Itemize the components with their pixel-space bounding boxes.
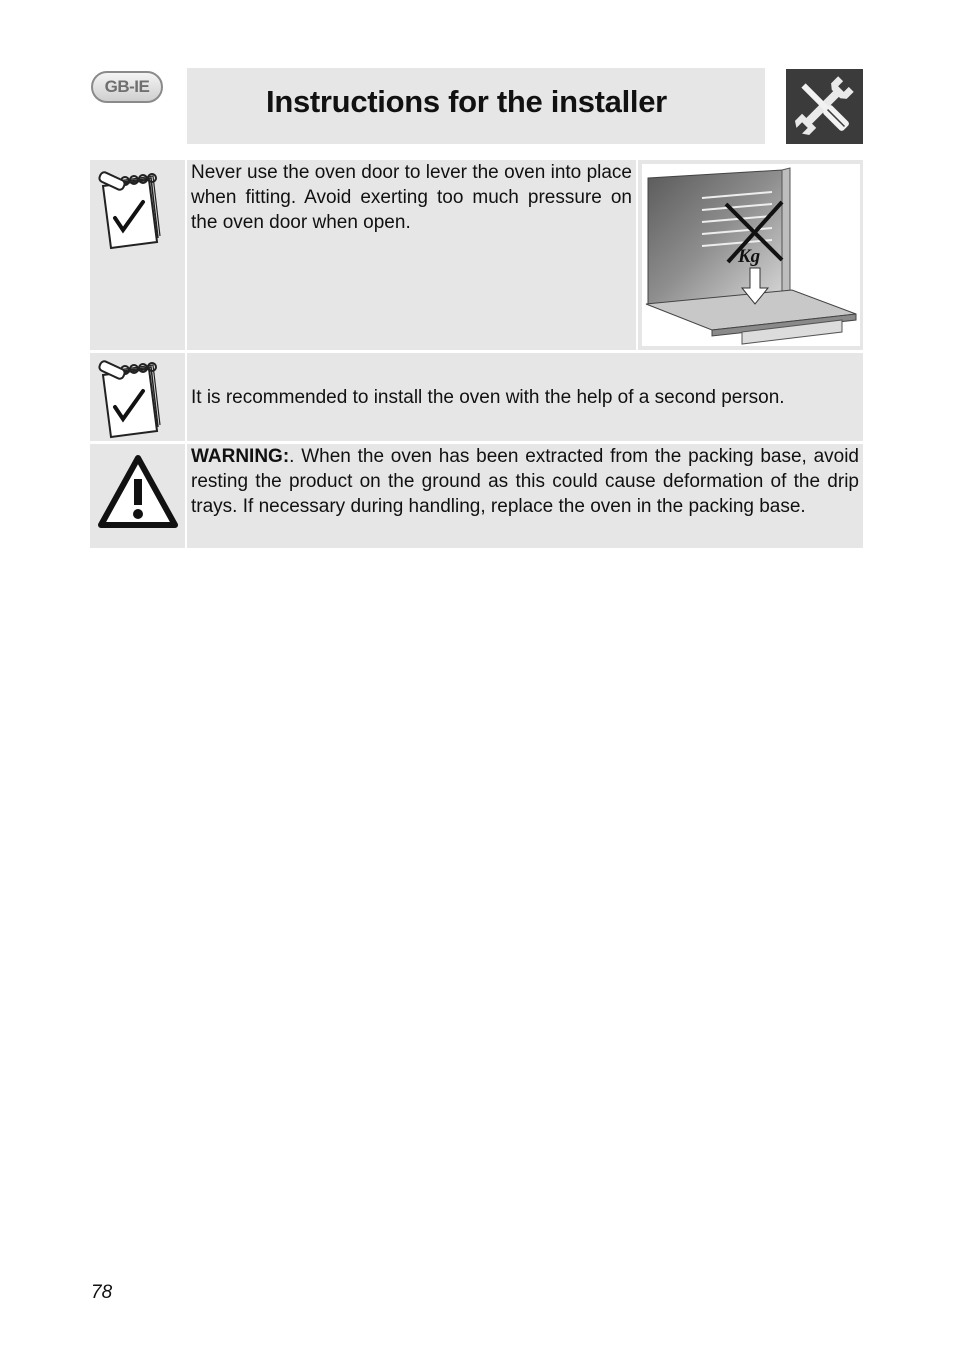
section-1-text-cell	[187, 160, 636, 350]
oven-door-image-cell	[638, 160, 863, 350]
page-title: Instructions for the installer	[266, 84, 667, 119]
section-3-text-cell	[187, 444, 863, 548]
section-1-text: Never use the oven door to lever the oven into place when fitting. Avoid exerting too much pressure on the oven door when open.	[191, 162, 632, 233]
title-banner	[187, 68, 765, 144]
warning-icon-cell	[90, 444, 185, 548]
section-3-text	[191, 444, 859, 519]
page-number: 78	[91, 1282, 113, 1303]
notepad-check-icon-cell-2	[90, 353, 185, 441]
language-badge-label: GB-IE	[104, 77, 150, 96]
section-2-text: It is recommended to install the oven with the help of a second person.	[191, 386, 785, 408]
weight-label: Kg	[738, 246, 761, 267]
notepad-check-icon	[97, 168, 179, 250]
warning-label: WARNING:	[191, 446, 290, 467]
warning-text: . When the oven has been extracted from the packing base, avoid resting the product on the ground as this could cause deformation of the drip trays. If necessary during handling, replace the oven in the packing base.	[191, 446, 859, 517]
notepad-check-icon-cell	[90, 160, 185, 350]
language-badge	[91, 71, 163, 103]
notepad-check-icon	[97, 357, 179, 439]
warning-triangle-icon	[97, 453, 179, 531]
screwdriver-wrench-icon	[786, 69, 863, 144]
oven-door-illustration	[642, 164, 860, 346]
section-2-text-cell	[187, 353, 863, 441]
